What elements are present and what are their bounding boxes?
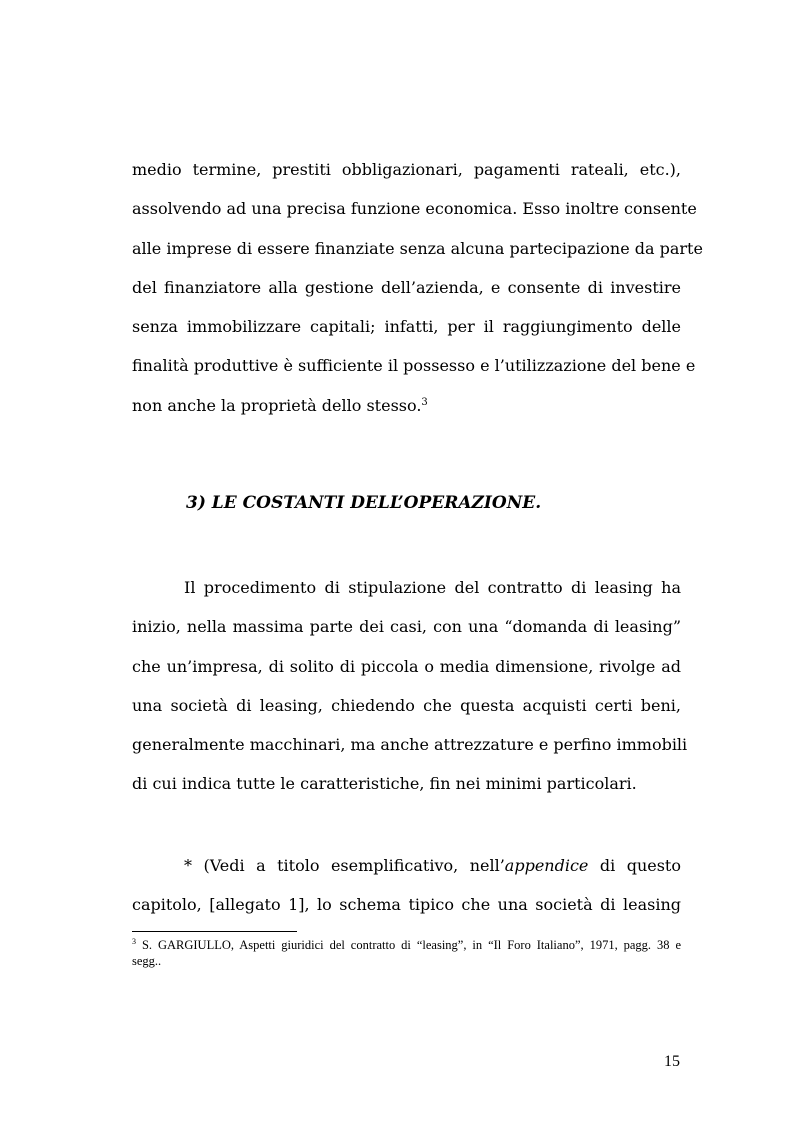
paragraph — [132, 568, 688, 804]
footnote-text: S. GARGIULLO, Aspetti giuridici del contratto di “leasing”, in “Il Foro Italiano”, 1971, pagg. 38 e — [136, 938, 681, 952]
text-line: che un’impresa, di solito di piccola o media dimensione, rivolge ad — [132, 656, 681, 676]
footnote-reference[interactable]: 3 — [421, 396, 428, 408]
paragraph — [132, 846, 681, 925]
text-line: del finanziatore alla gestione dell’azienda, e consente di investire — [132, 277, 681, 297]
page-number: 15 — [664, 1053, 680, 1070]
footnote — [132, 937, 681, 969]
footnote-separator — [132, 931, 297, 932]
text-line: alle imprese di essere finanziate senza alcuna partecipazione da parte — [132, 238, 703, 258]
text-line: capitolo, [allegato 1], lo schema tipico che una società di leasing — [132, 895, 681, 915]
section-heading: 3) LE COSTANTI DELL’OPERAZIONE. — [186, 493, 542, 513]
text-line: Il procedimento di stipulazione del contratto di leasing ha — [184, 578, 681, 597]
text-line-content: non anche la proprietà dello stesso. — [132, 395, 422, 415]
footnote-number: 3 — [132, 937, 136, 946]
text-segment: di questo — [588, 856, 681, 875]
paragraph-continuation — [132, 150, 703, 425]
text-line: una società di leasing, chiedendo che questa acquisti certi beni, — [132, 695, 681, 715]
text-line: finalità produttive è sufficiente il possesso e l’utilizzazione del bene e — [132, 356, 696, 376]
text-line — [132, 846, 681, 885]
text-line: medio termine, prestiti obbligazionari, pagamenti rateali, etc.), — [132, 160, 681, 179]
italic-term: appendice — [504, 856, 589, 875]
footnote-line: segg.. — [132, 954, 162, 968]
text-line: inizio, nella massima parte dei casi, con una “domanda di leasing” — [132, 617, 681, 637]
text-line — [132, 386, 681, 425]
footnote-line — [132, 937, 681, 953]
text-line: generalmente macchinari, ma anche attrezzature e perfino immobili — [132, 735, 688, 755]
text-segment: * (Vedi a titolo esemplificativo, nell’ — [184, 856, 505, 875]
text-line: senza immobilizzare capitali; infatti, per il raggiungimento delle — [132, 317, 681, 337]
text-line: di cui indica tutte le caratteristiche, fin nei minimi particolari. — [132, 774, 637, 794]
text-line: assolvendo ad una precisa funzione economica. Esso inoltre consente — [132, 199, 697, 219]
